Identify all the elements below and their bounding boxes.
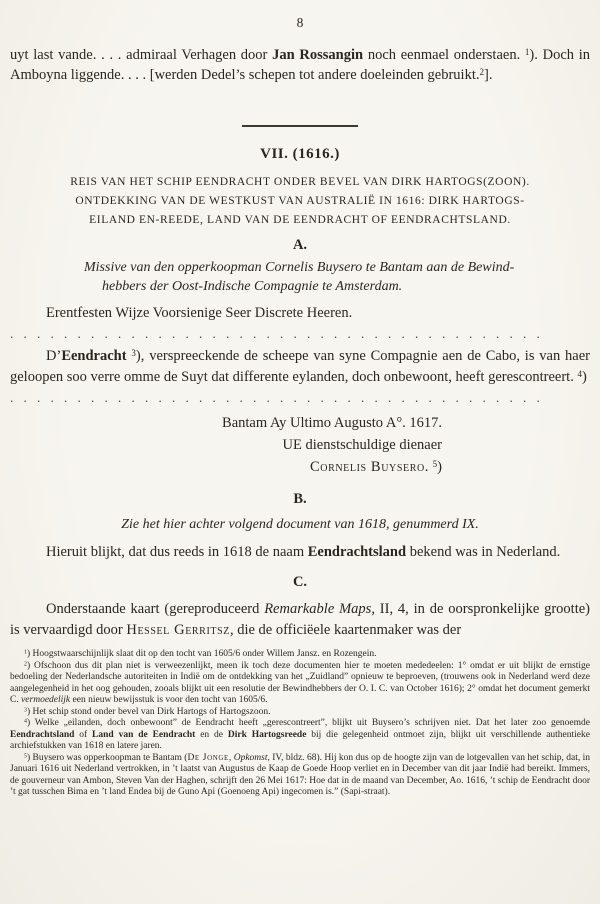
signature-name-text: Cornelis Buysero. [310,459,430,475]
footnotes-section [10,649,590,799]
text-run: Jan Rossangin [272,47,364,63]
part-c-paragraph [10,599,590,641]
text-run: ) [581,369,587,385]
text-run: De Jonge [187,752,229,763]
footnote-ref-5: 5 [432,458,438,469]
ellipsis-row-2: . . . . . . . . . . . . . . . . . . . . . . . . . . . . . . . . . . . . . . . . [10,390,540,405]
text-run: Onderstaande kaart (gereproduceerd [46,601,265,617]
signature-name [10,456,442,478]
footnote-marker-5: 5 [24,752,27,759]
text-run: Eendrachtsland [307,544,407,560]
text-run: noch eenmael onderstaen. [363,47,525,63]
text-run: , II, 4, in de oorspronkelijke grootte) is vervaardigd door [10,601,591,638]
footnote-marker-2: 2 [24,660,27,667]
missive-caption [10,258,590,296]
footnote-1 [10,649,590,661]
text-run: ) Welke „eilanden, doch onbewoont” de Eendracht heeft „gerescontreert”, blijkt uit Buysero’s schrijven niet. Dat het later zoo genoemde [26,718,590,728]
footnote-2 [10,661,590,707]
text-run: ) [437,459,442,475]
text-run: ) Ofschoon dus dit plan niet is verweezenlijkt, meen ik toch deze documenten hier te moeten mededeelen: 1° omdat er uit blijkt de ernstige bedoeling der Nederlandsche autoriteiten in Indië om de ontdekking van het „Zuidland” opnieuw te beproeven, (trouwens ook in Nederland werd deze aangelegenheid in het oog gehouden, zooals blijkt uit een resolutie der Bewindhebbers der O. I. C. van October 1616); 2° omdat het document gemerkt C. [10,660,590,705]
text-run: bekend was in Nederland. [406,544,561,560]
text-run: Land van de Eendracht [92,729,196,740]
text-run: of [74,729,93,740]
text-run: ). Doch in Amboyna liggende. . . . [werden Dedel’s schepen tot andere doeleinden gebruikt. [10,47,591,83]
missive-line-1: Missive van den opperkoopman Cornelis Buysero te Bantam aan de Bewind- [84,260,515,275]
closing-line: UE dienstschuldige dienaer [282,437,442,453]
text-run: , IV, bldz. 68). Hij kon dus op de hoogte zijn van de lotgevallen van het schip, dat, in Januari 1616 uit Nederland vertrokken, in ’t laatst van Augustus de Kaap de Goede Hoop verliet en in December van dit jaar Indië had bereikt. Immers, de gouverneur van Ambon, Steven Van der Haghen, schrijft den 26 Mei 1617: Hoe dat in de maand van December, Ao. 1616, ’t schip de Eendracht door ’t gat tusschen Bima en ’t land Endea bij de Guno Api (Goenoeng Api) ingecomen is.” (Sapi-straat). [10,752,591,797]
text-run: en de [195,729,228,740]
footnote-4 [10,718,590,753]
text-run: , die de officiëele kaartenmaker was der [229,622,462,638]
chapter-title-line-3: EILAND EN-REEDE, LAND VAN DE EENDRACHT OF EENDRACHTSLAND. [89,214,511,226]
footnote-5 [10,753,590,799]
text-run: Hessel Gerritsz [126,622,230,638]
text-run: ) Hoogstwaarschijnlijk slaat dit op den tocht van 1605/6 onder Willem Jansz. en Rozengein. [26,649,377,659]
text-run: een nieuw bewijsstuk is voor den tocht van 1605/6. [70,695,268,705]
text-run: Hieruit blijkt, dat dus reeds in 1618 de naam [46,544,308,560]
reference-line: Zie het hier achter volgend document van 1618, genummerd IX. [121,517,479,532]
footnote-ref-2: 2 [479,66,484,77]
page-number: 8 [296,15,304,30]
intro-paragraph [10,45,590,85]
letter-body-paragraph [10,346,590,388]
footnote-ref-4: 4 [577,368,582,379]
text-run: ), verspreeckende de scheepe van syne Compagnie aen de Cabo, is van haer geloopen soo verre omme de Suyt dat differente eylanden, doch onbewoont, heeft gerescontreert. [10,348,591,385]
footnote-marker-1: 1 [24,649,27,656]
text-run: Dirk Hartogsreede [227,729,307,740]
text-run: Remarkable Maps [264,601,372,617]
text-run: ) Het schip stond onder bevel van Dirk Hartogs of Hartogszoon. [26,706,271,717]
text-run: , [228,752,234,763]
part-c-label: C. [292,574,308,590]
dateline: Bantam Ay Ultimo Augusto A°. 1617. [222,415,442,431]
text-run: vermoedelijk [21,695,71,705]
missive-line-2: hebbers der Oost-Indische Compagnie te Amsterdam. [102,279,403,294]
text-run: bij die gelegenheid ontmoet zijn, blijkt uit verschillende authentieke archiefstukken van 1618 en latere jaren. [10,729,590,751]
section-divider-rule [242,125,358,127]
ellipsis-row-1: . . . . . . . . . . . . . . . . . . . . . . . . . . . . . . . . . . . . . . . . [10,326,540,341]
section-heading: VII. (1616.) [260,146,340,162]
footnote-marker-4: 4 [24,718,27,725]
part-b-paragraph [10,542,590,563]
text-run: Eendracht [61,348,127,364]
chapter-title-line-2: ONTDEKKING VAN DE WESTKUST VAN AUSTRALIË IN 1616: DIRK HARTOGS- [75,195,525,207]
text-run: uyt last vande. . . . admiraal Verhagen door [10,47,273,63]
salutation-line: Erentfesten Wijze Voorsienige Seer Discrete Heeren. [46,305,353,321]
footnote-marker-3: 3 [24,706,27,713]
chapter-title-line-1: REIS VAN HET SCHIP EENDRACHT ONDER BEVEL VAN DIRK HARTOGS(ZOON). [70,176,530,188]
footnote-3 [10,707,590,719]
chapter-title [10,173,590,230]
part-b-label: B. [293,491,307,507]
text-run: Opkomst [233,752,268,763]
signature-block [10,412,590,478]
text-run: D’ [46,348,62,364]
footnote-ref-1: 1 [524,46,530,57]
text-run: Eendrachtsland [10,729,75,740]
part-a-label: A. [292,237,308,253]
text-run: ) Buysero was opperkoopman te Bantam ( [26,752,188,763]
text-run: ]. [484,67,493,83]
footnote-ref-3: 3 [131,347,136,358]
